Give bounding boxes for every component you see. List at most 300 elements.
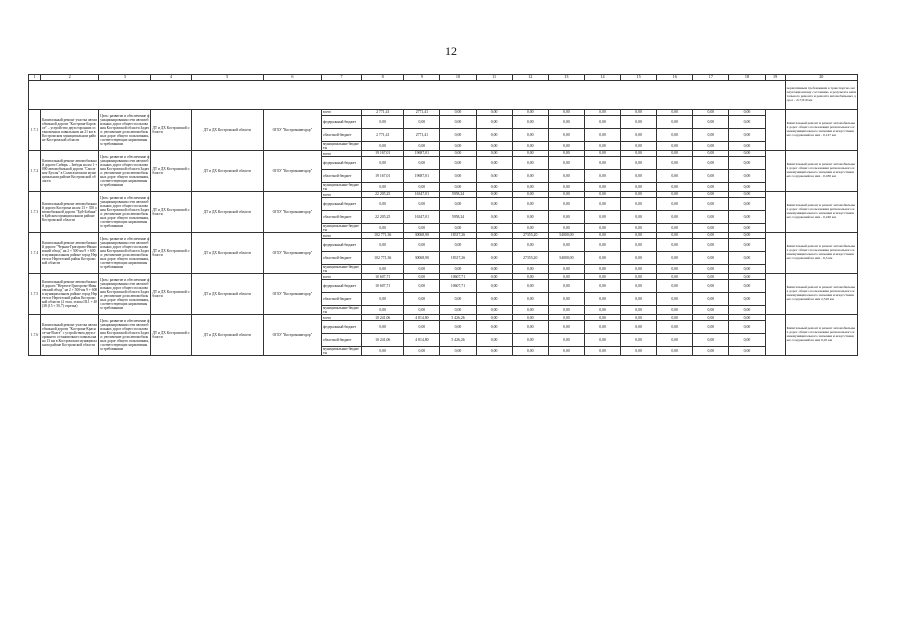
funding-value: 18317,26 (440, 233, 476, 239)
funding-value: 0,00 (476, 110, 512, 116)
continuation-row (29, 81, 858, 110)
funding-value: 0,00 (657, 347, 693, 356)
project-executor: ОГБУ "Костромаавтодор" (263, 274, 321, 315)
funding-value: 0,00 (693, 183, 729, 192)
funding-value: 0,00 (657, 170, 693, 183)
funding-value: 0,00 (404, 293, 440, 306)
funding-value: 0,00 (404, 306, 440, 315)
funding-value: 0,00 (584, 321, 620, 334)
project-customer: ДТ и ДХ Костромской области (151, 110, 191, 151)
funding-value: 0,00 (729, 293, 765, 306)
funding-value: 0,00 (584, 198, 620, 211)
funding-value: 0,00 (621, 183, 657, 192)
funding-value: 0,00 (693, 211, 729, 224)
funding-source: областной бюджет (322, 170, 362, 183)
project-goal: Цель: развитие и обеспечение функционирования сети автомобильных дорог общего пользования Костромской области Задача: увеличение доли автомобильных дорог общего пользования, соответствующих нормативным требованиям (99, 151, 151, 192)
funding-value: 0,00 (404, 280, 440, 293)
funding-value: 0,00 (621, 198, 657, 211)
funding-value: 0,00 (548, 151, 584, 157)
funding-source: муниципальные бюджеты (322, 224, 362, 233)
funding-value: 0,00 (362, 321, 404, 334)
funding-value: 0,00 (512, 170, 548, 183)
funding-value: 0,00 (657, 224, 693, 233)
funding-value: 0,00 (476, 321, 512, 334)
funding-value: 0,00 (584, 116, 620, 129)
funding-value: 10 607,71 (362, 280, 404, 293)
funding-value: 0,00 (476, 183, 512, 192)
funding-value: 0,00 (693, 306, 729, 315)
funding-value: 0,00 (729, 224, 765, 233)
funding-value: 0,00 (362, 347, 404, 356)
project-result: Капитальный ремонт и ремонт автомобильных дорог общего пользования регионального и межмуниципального значения и искусственных сооружений на них - 0,240 км (785, 192, 857, 233)
funding-value: 5 426,26 (440, 334, 476, 347)
funding-value: 0,00 (476, 334, 512, 347)
funding-value: 0,00 (404, 198, 440, 211)
funding-value: 0,00 (729, 321, 765, 334)
funding-value: 0,00 (404, 116, 440, 129)
column-number: 15 (621, 75, 657, 81)
funding-value: 2771,41 (404, 110, 440, 116)
funding-value: 0,00 (476, 116, 512, 129)
funding-value: 10607,71 (440, 280, 476, 293)
funding-value: 0,00 (548, 211, 584, 224)
funding-value: 0,00 (693, 274, 729, 280)
funding-value: 0,00 (657, 142, 693, 151)
project-goal: Цель: развитие и обеспечение функционирования сети автомобильных дорог общего пользования Костромской области Задача: увеличение доли автомобильных дорог общего пользования, соответствующих нормативным требованиям (99, 315, 151, 356)
project-authority: ДТ и ДХ Костромской области (191, 192, 263, 233)
funding-source: всего (322, 274, 362, 280)
funding-value: 0,00 (657, 129, 693, 142)
funding-value: 0,00 (512, 315, 548, 321)
funding-value: 0,00 (476, 274, 512, 280)
funding-value: 0,00 (621, 116, 657, 129)
funding-source: областной бюджет (322, 334, 362, 347)
project-goal: Цель: развитие и обеспечение функционирования сети автомобильных дорог общего пользования Костромской области Задача: увеличение доли автомобильных дорог общего пользования, соответствующих нормативным требованиям (99, 233, 151, 274)
project-result: Капитальный ремонт и ремонт автомобильных дорог общего пользования регионального и межмуниципального значения и искусственных сооружений на них 2,316 км (785, 274, 857, 315)
funding-value: 0,00 (693, 129, 729, 142)
funding-value: 0,00 (512, 211, 548, 224)
project-name: Капитальный ремонт автомобильной дороги Кострома на км 13 + 350 автомобильной дороги "Буй-Бобяна" в Буйском муниципальном районе Костромской области (41, 192, 99, 233)
funding-value: 0,00 (512, 239, 548, 252)
funding-value: 0,00 (548, 142, 584, 151)
empty-cell (765, 192, 785, 233)
funding-value: 0,00 (440, 239, 476, 252)
funding-value: 0,00 (404, 239, 440, 252)
funding-value: 0,00 (404, 274, 440, 280)
funding-value: 0,00 (512, 116, 548, 129)
funding-value: 19687,01 (404, 170, 440, 183)
funding-value: 0,00 (693, 151, 729, 157)
funding-value: 102 771,36 (362, 252, 404, 265)
funding-value: 0,00 (548, 334, 584, 347)
item-number: 1.7.1 (29, 110, 41, 151)
funding-value: 0,00 (584, 306, 620, 315)
funding-source: всего (322, 315, 362, 321)
column-number: 5 (191, 75, 263, 81)
project-name: Капитальный ремонт автомобильной дороги "Нерехта-Григорово-Ивановский обход" на 2 + 500-км 9 + 600 в муниципальном районе город Нерехта и Нерехтский район Костромской области (2 этап, этапы III.1 + 40 (38 (15 + 50,7) отрезка) (41, 274, 99, 315)
funding-value: 0,00 (693, 198, 729, 211)
item-number: 1.7.3 (29, 192, 41, 233)
funding-value: 0,00 (693, 334, 729, 347)
funding-source: областной бюджет (322, 129, 362, 142)
funding-value: 0,00 (440, 110, 476, 116)
project-name: Капитальный ремонт автомобильной дороги Сибирь – Звёзды на км 1 + 800 автомобильной дороги "Смоленск-Бухлы" в Солигаличском муниципальном районе Костромской области (41, 151, 99, 192)
funding-value: 0,00 (621, 233, 657, 239)
column-number: 12 (512, 75, 548, 81)
funding-value: 0,00 (657, 280, 693, 293)
funding-value: 0,00 (584, 265, 620, 274)
funding-value: 0,00 (440, 157, 476, 170)
program-table (28, 74, 858, 356)
empty-cell (765, 110, 785, 151)
funding-value: 0,00 (512, 265, 548, 274)
funding-value: 0,00 (476, 170, 512, 183)
funding-value: 0,00 (476, 265, 512, 274)
project-customer: ДТ и ДХ Костромской области (151, 151, 191, 192)
funding-value: 0,00 (548, 315, 584, 321)
funding-value: 0,00 (476, 192, 512, 198)
funding-value: 0,00 (621, 252, 657, 265)
funding-value: 0,00 (548, 129, 584, 142)
project-result: Капитальный ремонт и ремонт автомобильных дорог общего пользования регионального и межмуниципального значения и искусственных сооружений на них 0,45 км (785, 315, 857, 356)
column-number: 4 (151, 75, 191, 81)
funding-value: 0,00 (621, 170, 657, 183)
funding-value: 0,00 (440, 265, 476, 274)
project-customer: ДТ и ДХ Костромской области (151, 315, 191, 356)
funding-value: 0,00 (693, 252, 729, 265)
funding-source: федеральный бюджет (322, 157, 362, 170)
funding-value: 0,00 (440, 306, 476, 315)
funding-value: 27355,20 (512, 252, 548, 265)
project-name: Капитальный ремонт участка автомобильной дороги "Кострома-Боровое" – устройство двухсторонних остановочных павильонов на 21 км в Костромском муниципальном районе Костромской области (41, 110, 99, 151)
funding-value: 0,00 (657, 315, 693, 321)
funding-value: 0,00 (362, 293, 404, 306)
funding-value: 0,00 (404, 347, 440, 356)
empty-cell (765, 315, 785, 356)
column-number: 16 (657, 75, 693, 81)
funding-source: всего (322, 192, 362, 198)
funding-value: 0,00 (512, 293, 548, 306)
funding-value: 0,00 (621, 157, 657, 170)
funding-value: 0,00 (404, 157, 440, 170)
funding-source: муниципальные бюджеты (322, 306, 362, 315)
funding-value: 0,00 (729, 183, 765, 192)
funding-value: 0,00 (584, 293, 620, 306)
funding-value: 0,00 (512, 347, 548, 356)
funding-source: федеральный бюджет (322, 198, 362, 211)
funding-value: 0,00 (476, 198, 512, 211)
item-number: 1.7.5 (29, 274, 41, 315)
funding-source: областной бюджет (322, 293, 362, 306)
column-number: 10 (440, 75, 476, 81)
funding-value: 54000,00 (548, 252, 584, 265)
funding-value: 0,00 (548, 274, 584, 280)
funding-value: 0,00 (512, 306, 548, 315)
funding-value: 0,00 (584, 157, 620, 170)
project-goal: Цель: развитие и обеспечение функционирования сети автомобильных дорог общего пользования Костромской области Задача: увеличение доли автомобильных дорог общего пользования, соответствующих нормативным требованиям (99, 110, 151, 151)
funding-source: областной бюджет (322, 252, 362, 265)
funding-value: 0,00 (621, 315, 657, 321)
funding-value: 18317,26 (440, 252, 476, 265)
funding-value: 0,00 (729, 142, 765, 151)
funding-value: 0,00 (440, 183, 476, 192)
page-number: 12 (445, 44, 457, 58)
funding-value: 0,00 (476, 293, 512, 306)
funding-value: 0,00 (476, 151, 512, 157)
project-executor: ОГБУ "Костромаавтодор" (263, 151, 321, 192)
funding-value: 30068,90 (404, 233, 440, 239)
column-number: 1 (29, 75, 41, 81)
funding-value: 0,00 (404, 142, 440, 151)
item-number: 1.7.4 (29, 233, 41, 274)
funding-value: 0,00 (548, 116, 584, 129)
funding-value: 0,00 (404, 321, 440, 334)
funding-value: 10 241,06 (362, 334, 404, 347)
funding-value: 2771,41 (404, 129, 440, 142)
column-number: 6 (263, 75, 321, 81)
project-name: Капитальный ремонт автомобильной дороги "Черная-Григорово-Ивановский обход" на 2 + 500-км 9 + 600 в муниципальном районе город Нерехта и Нерехтский район Костромской области (41, 233, 99, 274)
funding-value: 0,00 (362, 157, 404, 170)
funding-value: 0,00 (584, 233, 620, 239)
funding-value: 0,00 (584, 334, 620, 347)
funding-source: федеральный бюджет (322, 116, 362, 129)
funding-value: 0,00 (584, 142, 620, 151)
funding-value: 0,00 (729, 170, 765, 183)
funding-value: 0,00 (362, 198, 404, 211)
funding-value: 0,00 (657, 265, 693, 274)
funding-value: 0,00 (693, 110, 729, 116)
funding-value: 0,00 (548, 157, 584, 170)
funding-value: 0,00 (621, 211, 657, 224)
funding-value: 0,00 (657, 198, 693, 211)
funding-value: 5958,24 (440, 192, 476, 198)
funding-value: 0,00 (729, 306, 765, 315)
funding-value: 0,00 (657, 239, 693, 252)
project-result: Капитальный ремонт и ремонт автомобильных дорог общего пользования регионального и межмуниципального значения и искусственных сооружений на них - 0,180 км (785, 151, 857, 192)
funding-value: 0,00 (362, 183, 404, 192)
funding-value: 0,00 (729, 157, 765, 170)
funding-value: 0,00 (729, 129, 765, 142)
funding-value: 0,00 (729, 192, 765, 198)
funding-value: 0,00 (404, 265, 440, 274)
funding-value: 0,00 (584, 239, 620, 252)
funding-source: муниципальные бюджеты (322, 265, 362, 274)
funding-value: 0,00 (657, 192, 693, 198)
funding-value: 0,00 (512, 110, 548, 116)
funding-value: 0,00 (693, 224, 729, 233)
funding-value: 0,00 (362, 265, 404, 274)
result-continuation: нормативным требованиям к транспортно-эксплуатационному состоянию, в результате капитального ремонта и ремонта автомобильных дорог - 217,819 км (785, 81, 857, 110)
funding-value: 0,00 (657, 233, 693, 239)
funding-value: 0,00 (404, 224, 440, 233)
funding-value: 0,00 (693, 265, 729, 274)
funding-value: 0,00 (729, 334, 765, 347)
funding-value: 0,00 (729, 315, 765, 321)
funding-value: 0,00 (440, 347, 476, 356)
column-number: 9 (404, 75, 440, 81)
project-customer: ДТ и ДХ Костромской области (151, 274, 191, 315)
funding-value: 0,00 (476, 306, 512, 315)
column-number: 11 (476, 75, 512, 81)
funding-value: 0,00 (548, 321, 584, 334)
funding-value: 10 241,06 (362, 315, 404, 321)
funding-value: 0,00 (362, 239, 404, 252)
funding-value: 0,00 (621, 274, 657, 280)
funding-value: 0,00 (548, 280, 584, 293)
funding-value: 0,00 (512, 198, 548, 211)
funding-value: 0,00 (693, 116, 729, 129)
funding-value: 0,00 (362, 306, 404, 315)
funding-value: 0,00 (621, 306, 657, 315)
funding-value: 0,00 (476, 252, 512, 265)
empty-cell (765, 233, 785, 274)
funding-value: 0,00 (621, 129, 657, 142)
funding-value: 19 167,01 (362, 170, 404, 183)
funding-value: 10 607,71 (362, 274, 404, 280)
funding-value: 0,00 (729, 252, 765, 265)
funding-value: 0,00 (476, 142, 512, 151)
funding-source: муниципальные бюджеты (322, 142, 362, 151)
funding-value: 0,00 (621, 224, 657, 233)
empty-cell (29, 81, 786, 110)
funding-value: 0,00 (512, 224, 548, 233)
item-number: 1.7.2 (29, 151, 41, 192)
funding-value: 0,00 (657, 252, 693, 265)
funding-value: 54000,00 (548, 233, 584, 239)
funding-value: 0,00 (621, 321, 657, 334)
funding-value: 0,00 (440, 224, 476, 233)
funding-value: 0,00 (548, 293, 584, 306)
funding-value: 0,00 (657, 110, 693, 116)
funding-value: 0,00 (584, 315, 620, 321)
column-number: 8 (362, 75, 404, 81)
project-authority: ДТ и ДХ Костромской области (191, 110, 263, 151)
funding-source: муниципальные бюджеты (322, 347, 362, 356)
funding-value: 0,00 (693, 157, 729, 170)
funding-value: 0,00 (693, 192, 729, 198)
funding-value: 0,00 (548, 192, 584, 198)
funding-value: 0,00 (729, 274, 765, 280)
funding-value: 0,00 (548, 265, 584, 274)
funding-value: 0,00 (584, 192, 620, 198)
funding-value: 0,00 (476, 347, 512, 356)
funding-value: 0,00 (440, 198, 476, 211)
project-executor: ОГБУ "Костромаавтодор" (263, 315, 321, 356)
funding-value: 0,00 (512, 280, 548, 293)
empty-cell (765, 274, 785, 315)
funding-value: 0,00 (693, 293, 729, 306)
funding-value: 0,00 (548, 170, 584, 183)
funding-value: 0,00 (548, 110, 584, 116)
funding-value: 19687,01 (404, 151, 440, 157)
funding-value: 0,00 (657, 151, 693, 157)
funding-value: 0,00 (440, 142, 476, 151)
funding-value: 0,00 (621, 192, 657, 198)
project-authority: ДТ и ДХ Костромской области (191, 315, 263, 356)
project-authority: ДТ и ДХ Костромской области (191, 274, 263, 315)
project-executor: ОГБУ "Костромаавтодор" (263, 233, 321, 274)
funding-value: 0,00 (693, 170, 729, 183)
funding-value: 0,00 (729, 110, 765, 116)
funding-value: 0,00 (440, 170, 476, 183)
funding-value: 0,00 (512, 142, 548, 151)
project-name: Капитальный ремонт участка автомобильной дороги "Кострома-Красное-на-Волге" с устройством двухстороннего остановочного павильона на 13 км в Костромском муниципальном районе Костромской области (41, 315, 99, 356)
column-number: 14 (584, 75, 620, 81)
funding-value: 0,00 (440, 151, 476, 157)
funding-value: 0,00 (657, 274, 693, 280)
funding-value: 0,00 (584, 347, 620, 356)
funding-value: 0,00 (729, 239, 765, 252)
column-number: 13 (548, 75, 584, 81)
funding-value: 5 426,26 (440, 315, 476, 321)
funding-value: 0,00 (657, 293, 693, 306)
project-goal: Цель: развитие и обеспечение функционирования сети автомобильных дорог общего пользования Костромской области Задача: увеличение доли автомобильных дорог общего пользования, соответствующих нормативным требованиям (99, 192, 151, 233)
column-number: 2 (41, 75, 99, 81)
funding-value: 102 771,36 (362, 233, 404, 239)
funding-value: 0,00 (693, 239, 729, 252)
funding-value: 0,00 (657, 116, 693, 129)
project-result: Капитальный ремонт и ремонт автомобильных дорог общего пользования регионального и межмуниципального значения и искусственных сооружений на них - 6,5 км (785, 233, 857, 274)
funding-value: 0,00 (548, 239, 584, 252)
funding-value: 0,00 (657, 211, 693, 224)
funding-value: 0,00 (584, 170, 620, 183)
project-customer: ДТ и ДХ Костромской области (151, 233, 191, 274)
funding-value: 0,00 (362, 116, 404, 129)
funding-value: 0,00 (362, 142, 404, 151)
funding-value: 0,00 (621, 280, 657, 293)
funding-value: 2 771,41 (362, 110, 404, 116)
project-result: Капитальный ремонт и ремонт автомобильных дорог общего пользования регионального и межмуниципального значения и искусственных сооружений на них - 0,127 км (785, 110, 857, 151)
funding-value: 0,00 (476, 280, 512, 293)
funding-value: 22 205,25 (362, 211, 404, 224)
funding-value: 0,00 (584, 151, 620, 157)
funding-value: 0,00 (693, 280, 729, 293)
funding-value: 0,00 (440, 293, 476, 306)
funding-value: 0,00 (621, 265, 657, 274)
column-number: 18 (729, 75, 765, 81)
funding-value: 0,00 (404, 183, 440, 192)
funding-value: 0,00 (584, 211, 620, 224)
funding-value: 16347,01 (404, 192, 440, 198)
funding-value: 0,00 (512, 274, 548, 280)
funding-value: 0,00 (729, 116, 765, 129)
funding-value: 10607,71 (440, 274, 476, 280)
column-number: 7 (322, 75, 362, 81)
funding-value: 0,00 (476, 157, 512, 170)
funding-value: 30068,90 (404, 252, 440, 265)
column-number: 17 (693, 75, 729, 81)
funding-value: 0,00 (476, 315, 512, 321)
funding-value: 2 771,41 (362, 129, 404, 142)
funding-value: 0,00 (512, 151, 548, 157)
funding-value: 0,00 (621, 142, 657, 151)
funding-value: 0,00 (584, 252, 620, 265)
funding-value: 0,00 (548, 306, 584, 315)
funding-value: 0,00 (621, 110, 657, 116)
funding-value: 0,00 (621, 239, 657, 252)
funding-value: 0,00 (476, 224, 512, 233)
funding-value: 0,00 (584, 224, 620, 233)
funding-value: 4 814,80 (404, 334, 440, 347)
funding-value: 0,00 (729, 211, 765, 224)
funding-value: 4 814,80 (404, 315, 440, 321)
column-number: 3 (99, 75, 151, 81)
funding-value: 0,00 (512, 183, 548, 192)
funding-value: 0,00 (584, 274, 620, 280)
funding-source: всего (322, 110, 362, 116)
column-number: 19 (765, 75, 785, 81)
funding-value: 0,00 (621, 293, 657, 306)
